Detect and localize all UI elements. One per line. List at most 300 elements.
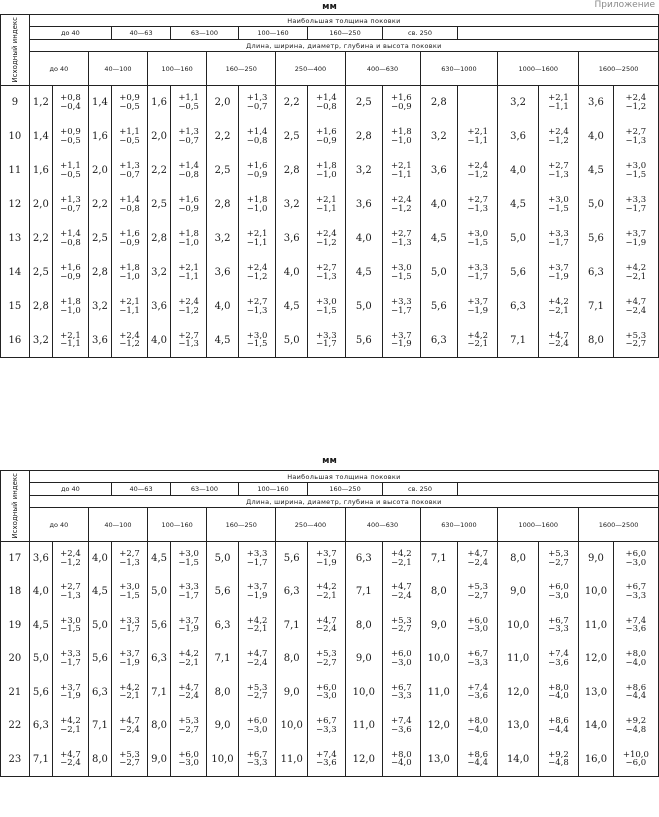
nominal-value: 4,0	[345, 222, 382, 256]
dimension-range-0: до 40	[29, 508, 88, 542]
tolerance-lower: −4,8	[548, 758, 569, 768]
nominal-value: 1,6	[88, 120, 111, 154]
tolerance-value	[112, 709, 148, 743]
nominal-value: 2,5	[345, 86, 382, 120]
nominal-value: 10,0	[276, 709, 308, 743]
tolerance-lower: −2,7	[316, 657, 337, 668]
tolerance-upper: +2,1	[246, 229, 268, 239]
tolerance-upper: +8,0	[548, 682, 569, 693]
tolerance-lower: −3,0	[467, 624, 489, 635]
unit-label-top: мм	[322, 2, 337, 12]
nominal-value: 2,2	[29, 222, 52, 256]
tolerance-lower: −1,9	[316, 557, 337, 568]
tolerance-lower: −2,1	[316, 590, 337, 601]
tolerance-value	[538, 642, 578, 676]
tolerance-value	[383, 609, 420, 643]
nominal-value: 8,0	[498, 542, 538, 576]
tolerance-upper: +4,2	[467, 330, 489, 341]
nominal-value: 2,5	[207, 154, 239, 188]
nominal-value: 2,0	[88, 154, 111, 188]
thickness-range-5: св. 250	[383, 27, 458, 40]
tolerance-lower: −2,1	[625, 271, 647, 282]
nominal-value: 3,2	[29, 324, 52, 358]
tolerance-upper: +4,2	[246, 615, 268, 626]
table-row	[1, 120, 659, 154]
nominal-value: 2,0	[148, 120, 171, 154]
tolerance-value	[538, 542, 578, 576]
tolerance-value	[308, 256, 345, 290]
tolerance-lower: −2,4	[467, 557, 489, 568]
tolerance-value	[52, 709, 88, 743]
tolerance-value	[458, 743, 498, 777]
tolerance-lower: −2,4	[246, 657, 268, 668]
tolerance-upper: +1,8	[119, 263, 140, 273]
tolerance-value	[112, 222, 148, 256]
tolerance-upper: +4,2	[60, 716, 81, 727]
tolerance-upper: +2,4	[119, 330, 140, 341]
tolerance-value	[538, 676, 578, 710]
tolerance-value	[238, 154, 275, 188]
tolerance-value	[613, 642, 658, 676]
nominal-value: 8,0	[276, 642, 308, 676]
thickness-range-0: до 40	[29, 27, 111, 40]
tolerance-upper: +2,4	[60, 549, 81, 559]
tolerance-value	[613, 256, 658, 290]
tolerance-value	[383, 676, 420, 710]
nominal-value: 7,1	[88, 709, 111, 743]
tolerance-value	[52, 222, 88, 256]
nominal-value: 2,2	[88, 188, 111, 222]
tolerance-lower: −3,3	[467, 657, 489, 668]
nominal-value: 8,0	[148, 709, 171, 743]
tolerance-upper: +1,4	[178, 161, 199, 171]
nominal-value: 6,3	[207, 609, 239, 643]
nominal-value: 3,6	[88, 324, 111, 358]
tolerance-upper: +7,4	[548, 649, 569, 660]
tolerance-upper: +3,7	[390, 330, 412, 341]
tolerance-value	[308, 642, 345, 676]
tolerance-value	[52, 542, 88, 576]
tolerance-upper: +1,1	[60, 161, 81, 171]
tolerance-upper: +2,1	[316, 195, 337, 205]
tolerance-value	[538, 290, 578, 324]
nominal-value: 5,0	[498, 222, 538, 256]
tolerance-value	[52, 642, 88, 676]
tolerance-value	[112, 154, 148, 188]
table-row	[1, 154, 659, 188]
tolerance-upper: +1,6	[178, 195, 199, 205]
tolerance-lower: −1,5	[548, 203, 569, 214]
nominal-value: 6,3	[276, 575, 308, 609]
tolerance-value	[383, 290, 420, 324]
thickness-range-3: 100—160	[238, 483, 307, 496]
nominal-value: 2,8	[148, 222, 171, 256]
tolerance-upper: +4,2	[390, 549, 412, 559]
tolerance-value	[52, 324, 88, 358]
nominal-value: 4,5	[148, 542, 171, 576]
tolerance-upper: +5,3	[316, 649, 337, 660]
tolerance-upper: +8,0	[390, 749, 412, 760]
tolerance-lower: −4,0	[390, 758, 412, 768]
table-row	[1, 222, 659, 256]
nominal-value: 3,6	[276, 222, 308, 256]
tolerance-value	[458, 222, 498, 256]
tolerance-lower: −1,9	[178, 624, 199, 635]
tolerance-lower: −1,1	[316, 203, 337, 214]
tolerance-upper: +6,0	[246, 716, 268, 727]
nominal-value: 4,0	[88, 542, 111, 576]
tolerance-value	[52, 290, 88, 324]
tolerance-value	[112, 609, 148, 643]
page-label: Приложение	[594, 0, 655, 10]
dimension-range-6: 630—1000	[420, 52, 498, 86]
tolerance-lower: −4,4	[625, 691, 647, 702]
nominal-value: 4,5	[345, 256, 382, 290]
table-row	[1, 743, 659, 777]
nominal-value: 2,5	[148, 188, 171, 222]
tolerance-upper: +4,2	[625, 263, 647, 273]
tolerance-value	[112, 290, 148, 324]
tolerance-lower: −2,4	[178, 691, 199, 702]
nominal-value: 2,8	[276, 154, 308, 188]
row-index: 13	[1, 222, 30, 256]
nominal-value: 11,0	[420, 676, 457, 710]
tolerance-value	[238, 542, 275, 576]
tolerance-upper: +2,4	[316, 229, 337, 239]
tolerance-value	[383, 743, 420, 777]
row-index: 10	[1, 120, 30, 154]
nominal-value: 2,5	[88, 222, 111, 256]
nominal-value: 5,0	[345, 290, 382, 324]
tolerance-value	[613, 86, 658, 120]
tolerance-upper: +3,3	[390, 297, 412, 307]
tolerance-upper: +4,7	[316, 615, 337, 626]
tolerance-value	[308, 709, 345, 743]
tolerance-upper: +3,3	[467, 263, 489, 273]
tolerance-value	[112, 256, 148, 290]
tolerance-value	[112, 120, 148, 154]
tolerance-value	[383, 642, 420, 676]
tolerance-lower: −0,8	[178, 169, 199, 180]
nominal-value: 11,0	[345, 709, 382, 743]
nominal-value: 6,3	[148, 642, 171, 676]
nominal-value: 9,0	[579, 542, 614, 576]
tolerance-value	[613, 290, 658, 324]
tolerance-lower: −1,7	[119, 624, 140, 635]
nominal-value: 6,3	[420, 324, 457, 358]
dimension-range-0: до 40	[29, 52, 88, 86]
tolerance-value	[308, 222, 345, 256]
tolerance-lower: −1,3	[625, 135, 647, 146]
tolerance-value	[613, 609, 658, 643]
dimension-range-1: 40—100	[88, 508, 147, 542]
tolerance-value	[238, 642, 275, 676]
tolerance-upper: +4,2	[178, 649, 199, 660]
nominal-value: 6,3	[345, 542, 382, 576]
tolerance-upper: +2,7	[625, 127, 647, 137]
tolerance-value	[538, 709, 578, 743]
nominal-value: 10,0	[345, 676, 382, 710]
tolerance-value	[52, 86, 88, 120]
tolerance-value	[238, 222, 275, 256]
nominal-value: 1,4	[29, 120, 52, 154]
tolerance-lower: −1,3	[467, 203, 489, 214]
table-row	[1, 575, 659, 609]
tolerance-value	[171, 256, 207, 290]
tolerance-upper: +1,3	[246, 93, 268, 104]
tolerance-lower: −2,1	[467, 339, 489, 350]
tolerance-lower: −0,5	[119, 135, 140, 146]
dimension-range-7: 1000—1600	[498, 52, 579, 86]
tolerance-upper: +2,4	[178, 297, 199, 307]
tolerance-value	[538, 256, 578, 290]
tolerance-lower: −0,8	[119, 203, 140, 214]
table-row	[1, 188, 659, 222]
tolerance-lower: −1,7	[60, 657, 81, 668]
tolerance-upper: +3,3	[178, 582, 199, 593]
tolerance-lower: −1,2	[119, 339, 140, 350]
table-row	[1, 609, 659, 643]
nominal-value: 12,0	[498, 676, 538, 710]
nominal-value: 9,0	[148, 743, 171, 777]
tolerance-lower: −1,0	[119, 271, 140, 282]
tolerance-upper: +1,4	[316, 93, 337, 104]
tolerance-lower: −1,3	[390, 237, 412, 248]
tolerance-value	[171, 642, 207, 676]
tolerance-lower: −1,7	[467, 271, 489, 282]
nominal-value: 3,2	[345, 154, 382, 188]
tolerance-upper: +1,1	[178, 93, 199, 104]
tolerance-value	[238, 324, 275, 358]
nominal-value: 3,2	[498, 86, 538, 120]
tolerance-upper: +3,7	[119, 649, 140, 660]
nominal-value: 4,0	[276, 256, 308, 290]
tolerance-value	[112, 676, 148, 710]
tolerance-upper: +1,6	[119, 229, 140, 239]
tolerance-lower: −2,1	[60, 724, 81, 735]
nominal-value: 1,6	[148, 86, 171, 120]
tolerance-lower: −3,6	[467, 691, 489, 702]
tolerance-lower: −1,0	[316, 169, 337, 180]
table-row	[1, 709, 659, 743]
tolerance-lower: −1,9	[467, 305, 489, 316]
nominal-value: 13,0	[498, 709, 538, 743]
tolerance-value	[538, 575, 578, 609]
tolerance-value	[171, 154, 207, 188]
tolerance-lower: −2,4	[548, 339, 569, 350]
nominal-value: 3,6	[207, 256, 239, 290]
tolerance-lower: −1,2	[178, 305, 199, 316]
table-row	[1, 324, 659, 358]
nominal-value: 13,0	[420, 743, 457, 777]
tolerance-value	[613, 222, 658, 256]
tolerance-lower: −4,8	[625, 724, 647, 735]
tolerance-value	[458, 154, 498, 188]
tolerance-value	[171, 542, 207, 576]
nominal-value: 2,8	[345, 120, 382, 154]
thickness-range-2: 63—100	[171, 483, 239, 496]
tolerance-upper: +8,6	[625, 682, 647, 693]
tolerance-lower: −0,8	[60, 237, 81, 248]
tolerance-upper: +8,6	[467, 749, 489, 760]
tolerance-lower: −0,9	[316, 135, 337, 146]
tolerance-upper: +2,4	[467, 161, 489, 171]
row-index: 14	[1, 256, 30, 290]
nominal-value: 5,0	[579, 188, 614, 222]
tolerance-value	[171, 709, 207, 743]
tolerance-upper: +9,2	[548, 749, 569, 760]
nominal-value: 8,0	[579, 324, 614, 358]
tolerance-lower: −2,7	[119, 758, 140, 768]
tolerance-lower: −3,6	[625, 624, 647, 635]
tolerance-lower: −1,1	[467, 135, 489, 146]
nominal-value: 11,0	[579, 609, 614, 643]
tolerance-upper: +3,3	[625, 195, 647, 205]
tolerance-upper: +3,7	[548, 263, 569, 273]
nominal-value: 5,6	[276, 542, 308, 576]
tolerance-lower: −4,4	[548, 724, 569, 735]
tolerance-upper: +2,1	[178, 263, 199, 273]
tolerance-upper: +3,0	[246, 330, 268, 341]
tolerance-lower: −0,5	[60, 169, 81, 180]
nominal-value: 10,0	[498, 609, 538, 643]
tolerance-lower: −1,3	[246, 305, 268, 316]
tolerance-upper: +2,1	[60, 330, 81, 341]
nominal-value: 11,0	[276, 743, 308, 777]
tolerance-upper: +2,7	[60, 582, 81, 593]
dimension-caption: Длина, ширина, диаметр, глубина и высота поковки	[29, 40, 658, 52]
tolerance-lower: −4,0	[625, 657, 647, 668]
tolerance-value	[458, 86, 498, 120]
tolerance-upper: +6,0	[548, 582, 569, 593]
tolerance-lower: −1,2	[60, 557, 81, 568]
tolerance-value	[613, 542, 658, 576]
tolerance-lower: −0,9	[119, 237, 140, 248]
tolerance-value	[538, 188, 578, 222]
nominal-value: 3,2	[148, 256, 171, 290]
tolerance-value	[308, 542, 345, 576]
nominal-value: 7,1	[420, 542, 457, 576]
tolerance-lower: −1,2	[316, 237, 337, 248]
nominal-value: 4,0	[207, 290, 239, 324]
tolerance-upper: +1,4	[246, 127, 268, 137]
tolerance-upper: +2,4	[548, 127, 569, 137]
tolerance-lower: −0,7	[246, 101, 268, 112]
tolerance-lower: −1,7	[625, 203, 647, 214]
tolerance-upper: +2,7	[390, 229, 412, 239]
tolerance-upper: +3,0	[60, 615, 81, 626]
tolerance-value	[308, 575, 345, 609]
nominal-value: 4,0	[498, 154, 538, 188]
tolerance-upper: +4,7	[548, 330, 569, 341]
thickness-range-1: 40—63	[112, 27, 171, 40]
tolerance-upper: +3,0	[548, 195, 569, 205]
tolerance-lower: −0,9	[246, 169, 268, 180]
tolerance-value	[538, 609, 578, 643]
dimension-range-6: 630—1000	[420, 508, 498, 542]
nominal-value: 9,0	[276, 676, 308, 710]
tolerance-lower: −1,9	[119, 657, 140, 668]
tolerance-upper: +4,2	[119, 682, 140, 693]
tolerance-lower: −1,7	[246, 557, 268, 568]
tolerance-lower: −1,9	[246, 590, 268, 601]
nominal-value: 7,1	[207, 642, 239, 676]
tolerance-upper: +4,7	[390, 582, 412, 593]
tolerance-upper: +3,7	[178, 615, 199, 626]
nominal-value: 1,6	[29, 154, 52, 188]
tolerance-upper: +2,4	[625, 93, 647, 104]
tolerance-value	[458, 290, 498, 324]
tolerance-value	[112, 642, 148, 676]
tolerance-value	[538, 154, 578, 188]
tolerance-value	[171, 188, 207, 222]
tolerance-value	[238, 609, 275, 643]
tolerance-upper: +2,4	[246, 263, 268, 273]
tolerance-lower: −1,2	[625, 101, 647, 112]
nominal-value: 5,0	[420, 256, 457, 290]
tolerance-upper: +8,6	[548, 716, 569, 727]
tolerance-value	[383, 188, 420, 222]
tolerance-upper: +1,3	[60, 195, 81, 205]
nominal-value: 5,0	[148, 575, 171, 609]
dimension-range-8: 1600—2500	[579, 508, 659, 542]
tolerance-lower: −0,9	[390, 101, 412, 112]
thickness-range-2: 63—100	[171, 27, 239, 40]
nominal-value: 5,6	[148, 609, 171, 643]
thickness-range-empty	[458, 27, 659, 40]
tolerance-lower: −2,1	[246, 624, 268, 635]
nominal-value: 2,8	[420, 86, 457, 120]
tolerance-upper: +10,0	[622, 749, 649, 760]
nominal-value: 2,8	[207, 188, 239, 222]
tolerance-upper: +0,9	[60, 127, 81, 137]
tolerance-lower: −0,5	[119, 101, 140, 112]
tolerance-value	[308, 609, 345, 643]
tolerance-value	[308, 188, 345, 222]
tolerance-value	[538, 222, 578, 256]
tolerance-value	[308, 324, 345, 358]
tolerance-lower: −3,0	[178, 758, 199, 768]
tolerance-lower: −1,0	[390, 135, 412, 146]
tolerance-upper: +1,3	[119, 161, 140, 171]
tolerance-value	[238, 575, 275, 609]
nominal-value: 7,1	[29, 743, 52, 777]
tolerance-lower: −3,0	[625, 557, 647, 568]
tolerance-value	[383, 86, 420, 120]
tolerance-upper: +2,1	[548, 93, 569, 104]
tolerance-value	[613, 575, 658, 609]
tolerance-lower: −1,5	[246, 339, 268, 350]
table-row	[1, 676, 659, 710]
tolerance-lower: −6,0	[625, 758, 647, 768]
tolerance-value	[52, 575, 88, 609]
nominal-value: 8,0	[88, 743, 111, 777]
tolerance-upper: +2,7	[467, 195, 489, 205]
tolerance-upper: +1,8	[246, 195, 268, 205]
nominal-value: 2,2	[276, 86, 308, 120]
tolerance-lower: −2,4	[390, 590, 412, 601]
tolerance-value	[613, 120, 658, 154]
tolerance-lower: −1,1	[119, 305, 140, 316]
tolerance-lower: −2,1	[178, 657, 199, 668]
row-index-label: Исходный индекс	[10, 473, 19, 539]
tolerance-upper: +7,4	[316, 749, 337, 760]
nominal-value: 1,2	[29, 86, 52, 120]
nominal-value: 2,0	[29, 188, 52, 222]
tolerance-upper: +2,7	[548, 161, 569, 171]
tolerance-upper: +4,7	[178, 682, 199, 693]
tolerance-value	[383, 324, 420, 358]
